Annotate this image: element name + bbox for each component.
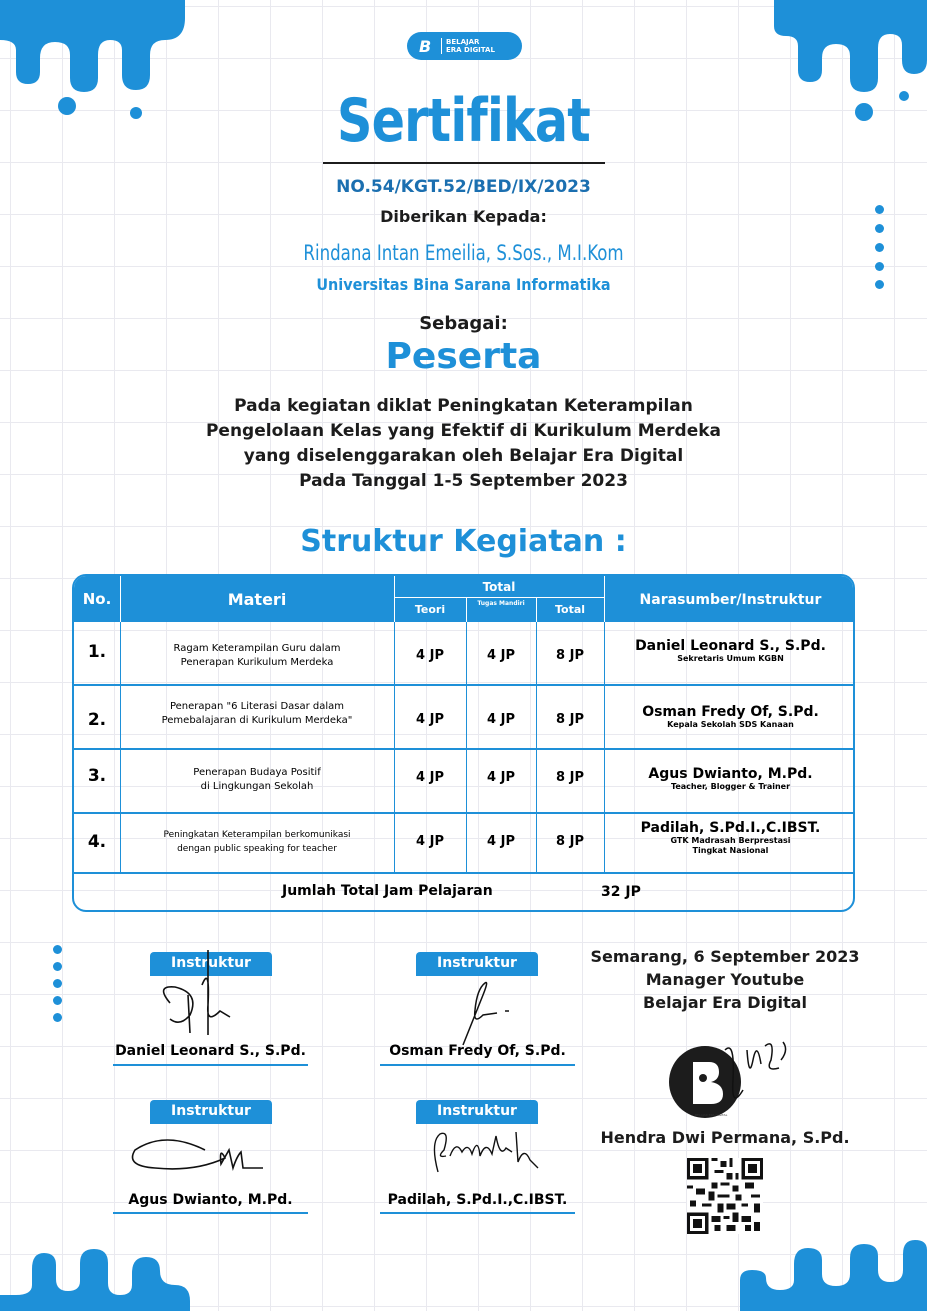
signoff-organization: Belajar Era Digital xyxy=(643,993,807,1012)
signature-line xyxy=(380,1212,575,1214)
recipient-name: Rindana Intan Emeilia, S.Sos., M.I.Kom xyxy=(303,241,624,265)
row-teori: 4 JP xyxy=(416,648,444,663)
row-total: 8 JP xyxy=(556,770,584,785)
brand-line-2: ERA DIGITAL xyxy=(446,46,495,54)
as-label: Sebagai: xyxy=(419,313,508,334)
row-teori: 4 JP xyxy=(416,712,444,727)
row-teori: 4 JP xyxy=(416,770,444,785)
signature-padilah xyxy=(420,1122,560,1182)
brand-logo xyxy=(407,32,522,60)
instructor-name: Agus Dwianto, M.Pd. xyxy=(128,1192,293,1208)
signature-osman xyxy=(455,975,525,1050)
description-line: Pengelolaan Kelas yang Efektif di Kurikulum Merdeka xyxy=(205,421,722,441)
row-tugas: 4 JP xyxy=(487,712,515,727)
row-total: 8 JP xyxy=(556,712,584,727)
signature-agus xyxy=(125,1128,265,1183)
signoff-place-date: Semarang, 6 September 2023 xyxy=(590,947,860,966)
signoff-position: Manager Youtube xyxy=(645,970,805,989)
narasumber-role: Teacher, Blogger & Trainer xyxy=(670,782,791,791)
signature-line xyxy=(113,1212,308,1214)
row-narasumber xyxy=(604,638,855,664)
materi-line: Penerapan Kurikulum Merdeka xyxy=(180,657,334,668)
instructor-name: Osman Fredy Of, S.Pd. xyxy=(389,1043,566,1059)
table-header xyxy=(74,576,855,622)
materi-line: di Lingkungan Sekolah xyxy=(200,781,314,792)
materi-line: dengan public speaking for teacher xyxy=(177,844,337,854)
table-row xyxy=(74,686,855,748)
row-materi xyxy=(120,700,394,728)
materi-line: Pemebalajaran di Kurikulum Merdeka" xyxy=(161,715,353,726)
narasumber-name: Daniel Leonard S., S.Pd. xyxy=(635,638,826,654)
header-total: Total xyxy=(554,603,586,616)
materi-line: Peningkatan Keterampilan berkomunikasi xyxy=(163,830,351,840)
certificate-number: NO.54/KGT.52/BED/IX/2023 xyxy=(336,177,591,197)
row-narasumber xyxy=(604,766,855,792)
row-tugas: 4 JP xyxy=(487,834,515,849)
header-tugas-mandiri: Tugas Mandiri xyxy=(477,600,525,607)
materi-line: Penerapan Budaya Positif xyxy=(193,767,321,778)
stamp-text: BELAJAR ERA DIGITAL xyxy=(695,1113,728,1117)
signature-daniel xyxy=(150,945,240,1040)
instructor-name: Daniel Leonard S., S.Pd. xyxy=(115,1043,306,1059)
narasumber-name: Osman Fredy Of, S.Pd. xyxy=(642,704,819,720)
table-row xyxy=(74,622,855,684)
structure-heading: Struktur Kegiatan : xyxy=(300,524,627,559)
given-to-label: Diberikan Kepada: xyxy=(380,207,547,226)
row-materi xyxy=(120,642,394,670)
brand-name xyxy=(441,38,495,54)
description-line: Pada kegiatan diklat Peningkatan Keterampilan xyxy=(234,396,693,416)
instructor-badge: Instruktur xyxy=(150,952,272,976)
row-materi xyxy=(120,766,394,794)
title-underline xyxy=(323,162,605,164)
certificate-title: Sertifikat xyxy=(337,86,590,156)
instructor-badge: Instruktur xyxy=(150,1100,272,1124)
qr-code[interactable] xyxy=(687,1158,763,1234)
row-total: 8 JP xyxy=(556,648,584,663)
row-total: 8 JP xyxy=(556,834,584,849)
instructor-badge: Instruktur xyxy=(416,952,538,976)
header-teori: Teori xyxy=(414,603,446,616)
narasumber-role: GTK Madrasah Berprestasi xyxy=(670,836,791,845)
bottom-left-decoration xyxy=(0,1235,200,1311)
row-narasumber xyxy=(604,820,855,856)
row-narasumber xyxy=(604,704,855,730)
row-number: 3. xyxy=(87,766,107,786)
row-teori: 4 JP xyxy=(416,834,444,849)
narasumber-name: Padilah, S.Pd.I.,C.IBST. xyxy=(640,820,821,836)
signoff-block xyxy=(585,945,865,1014)
header-materi: Materi xyxy=(227,590,287,609)
materi-line: Penerapan "6 Literasi Dasar dalam xyxy=(169,701,345,712)
row-number: 2. xyxy=(87,710,107,730)
left-dots-decoration xyxy=(53,945,63,1030)
recipient-institution: Universitas Bina Sarana Informatika xyxy=(316,275,611,294)
narasumber-name: Agus Dwianto, M.Pd. xyxy=(648,766,813,782)
table-footer xyxy=(74,874,855,912)
row-materi xyxy=(120,828,394,856)
brand-mark: B xyxy=(419,36,432,56)
header-narasumber: Narasumber/Instruktur xyxy=(639,592,822,608)
organization-stamp xyxy=(665,1020,795,1130)
narasumber-role: Tingkat Nasional xyxy=(692,846,769,855)
activity-table xyxy=(72,574,855,912)
narasumber-role: Sekretaris Umum KGBN xyxy=(677,654,784,663)
bottom-right-decoration xyxy=(740,1230,927,1311)
participant-role: Peserta xyxy=(385,336,542,377)
instructor-badge: Instruktur xyxy=(416,1100,538,1124)
row-tugas: 4 JP xyxy=(487,770,515,785)
total-hours-value: 32 JP xyxy=(601,884,641,900)
header-no: No. xyxy=(82,590,112,608)
signature-line xyxy=(380,1064,575,1066)
event-description xyxy=(0,394,927,494)
table-row xyxy=(74,750,855,812)
narasumber-role: Kepala Sekolah SDS Kanaan xyxy=(667,720,794,729)
signature-line xyxy=(113,1064,308,1066)
description-line: yang diselenggarakan oleh Belajar Era Digital xyxy=(243,446,684,466)
header-total-group: Total xyxy=(482,580,516,594)
description-line: Pada Tanggal 1-5 September 2023 xyxy=(299,471,628,491)
row-tugas: 4 JP xyxy=(487,648,515,663)
total-hours-label: Jumlah Total Jam Pelajaran xyxy=(282,883,493,899)
materi-line: Ragam Keterampilan Guru dalam xyxy=(173,643,341,654)
row-number: 1. xyxy=(87,642,107,662)
signoff-name: Hendra Dwi Permana, S.Pd. xyxy=(600,1128,850,1147)
table-row xyxy=(74,814,855,872)
brand-line-1: BELAJAR xyxy=(446,38,480,46)
instructor-name: Padilah, S.Pd.I.,C.IBST. xyxy=(387,1192,568,1208)
row-number: 4. xyxy=(87,832,107,852)
